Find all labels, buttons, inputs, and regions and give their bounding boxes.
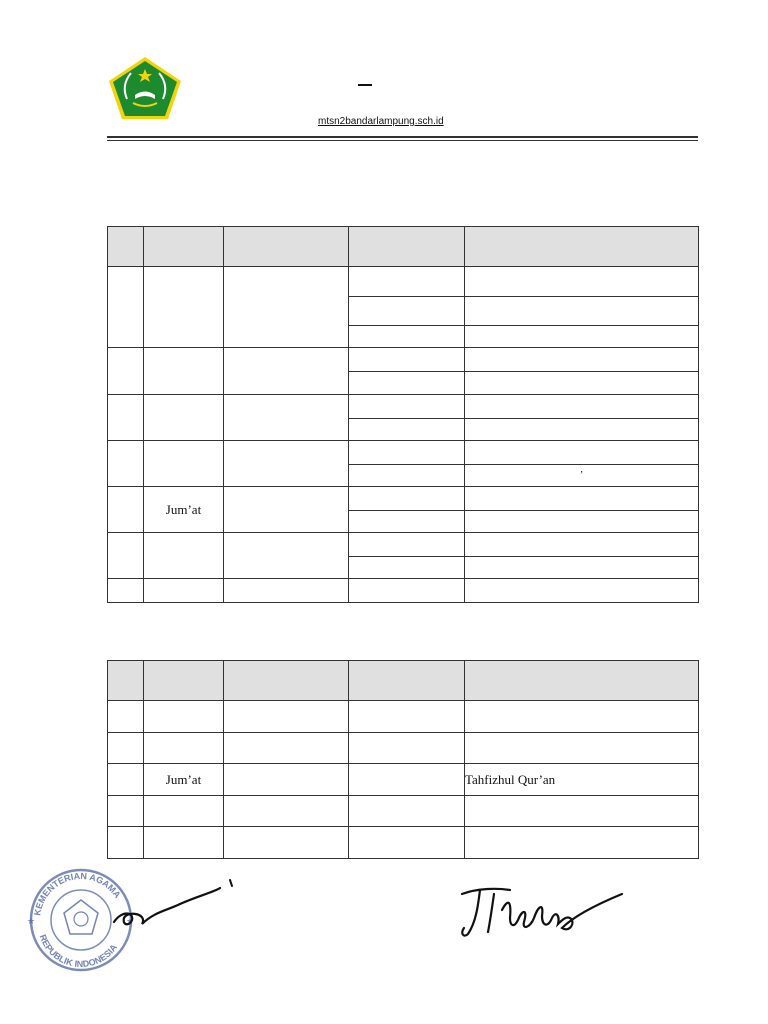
header-cell — [108, 661, 144, 701]
time-cell — [224, 733, 349, 764]
number-cell — [108, 579, 144, 603]
cell — [349, 487, 465, 511]
time-cell — [224, 348, 349, 395]
cell — [349, 267, 465, 297]
svg-text:★: ★ — [126, 916, 135, 926]
school-website-link[interactable]: mtsn2bandarlampung.sch.id — [318, 116, 444, 127]
header-cell — [349, 227, 465, 267]
table-row — [108, 395, 699, 419]
table-row — [108, 267, 699, 297]
cell — [349, 796, 465, 827]
time-cell — [224, 764, 349, 796]
cell — [465, 533, 699, 557]
cell — [349, 511, 465, 533]
cell — [349, 419, 465, 441]
cell — [465, 487, 699, 511]
number-cell — [108, 533, 144, 579]
header-cell — [144, 661, 224, 701]
cell — [465, 297, 699, 326]
cell — [349, 764, 465, 796]
cell — [465, 419, 699, 441]
cell — [465, 511, 699, 533]
number-cell — [108, 701, 144, 733]
time-cell — [224, 579, 349, 603]
cell — [349, 297, 465, 326]
time-cell — [224, 827, 349, 859]
letterhead-rule-thick — [107, 136, 698, 138]
number-cell — [108, 764, 144, 796]
signature-left — [108, 874, 243, 934]
activity-cell — [465, 796, 699, 827]
header-cell — [465, 227, 699, 267]
header-cell — [224, 227, 349, 267]
table-row — [108, 579, 699, 603]
schedule-table-1 — [107, 226, 699, 603]
cell — [349, 326, 465, 348]
header-cell — [349, 661, 465, 701]
table-row — [108, 701, 699, 733]
day-cell — [144, 441, 224, 487]
cell-mark: ’ — [465, 465, 699, 487]
table-header-row — [108, 227, 699, 267]
day-cell — [144, 579, 224, 603]
svg-text:KEMENTERIAN AGAMA: KEMENTERIAN AGAMA — [32, 870, 123, 917]
cell — [465, 441, 699, 465]
header-cell — [144, 227, 224, 267]
day-cell — [144, 348, 224, 395]
number-cell — [108, 267, 144, 348]
day-cell — [144, 267, 224, 348]
svg-text:REPUBLIK INDONESIA: REPUBLIK INDONESIA — [37, 933, 120, 970]
cell — [349, 533, 465, 557]
time-cell — [224, 796, 349, 827]
cell — [349, 733, 465, 764]
time-cell — [224, 395, 349, 441]
cell — [465, 326, 699, 348]
schedule-table-2 — [107, 660, 699, 859]
cell — [349, 557, 465, 579]
header-dash — [358, 84, 372, 86]
svg-text:★: ★ — [27, 916, 36, 926]
cell — [349, 441, 465, 465]
cell — [349, 827, 465, 859]
table-row — [108, 348, 699, 372]
activity-cell — [465, 701, 699, 733]
cell — [465, 267, 699, 297]
day-cell — [144, 733, 224, 764]
cell — [349, 465, 465, 487]
cell — [349, 348, 465, 372]
time-cell — [224, 487, 349, 533]
cell — [349, 701, 465, 733]
day-cell: Jum’at — [144, 487, 224, 533]
time-cell — [224, 441, 349, 487]
number-cell — [108, 348, 144, 395]
cell — [465, 557, 699, 579]
time-cell — [224, 267, 349, 348]
table-row — [108, 441, 699, 465]
number-cell — [108, 796, 144, 827]
cell — [465, 579, 699, 603]
cell — [349, 579, 465, 603]
activity-cell: Tahfizhul Qur’an — [465, 764, 699, 796]
day-cell — [144, 533, 224, 579]
day-cell — [144, 395, 224, 441]
day-cell — [144, 827, 224, 859]
table-row — [108, 764, 699, 796]
table-row — [108, 733, 699, 764]
day-cell — [144, 796, 224, 827]
header-cell — [465, 661, 699, 701]
table-row — [108, 533, 699, 557]
cell — [465, 395, 699, 419]
school-emblem-logo-icon — [107, 55, 183, 121]
number-cell — [108, 827, 144, 859]
table-row — [108, 796, 699, 827]
day-cell: Jum’at — [144, 764, 224, 796]
day-cell — [144, 701, 224, 733]
cell — [349, 372, 465, 395]
time-cell — [224, 701, 349, 733]
signature-right — [458, 880, 630, 940]
number-cell — [108, 441, 144, 487]
letterhead-rule-thin — [107, 140, 698, 141]
table-row — [108, 827, 699, 859]
number-cell — [108, 395, 144, 441]
number-cell — [108, 487, 144, 533]
number-cell — [108, 733, 144, 764]
time-cell — [224, 533, 349, 579]
table-row — [108, 487, 699, 511]
activity-cell — [465, 733, 699, 764]
table-header-row — [108, 661, 699, 701]
cell — [349, 395, 465, 419]
header-cell — [108, 227, 144, 267]
cell — [465, 372, 699, 395]
activity-cell — [465, 827, 699, 859]
cell — [465, 348, 699, 372]
header-cell — [224, 661, 349, 701]
